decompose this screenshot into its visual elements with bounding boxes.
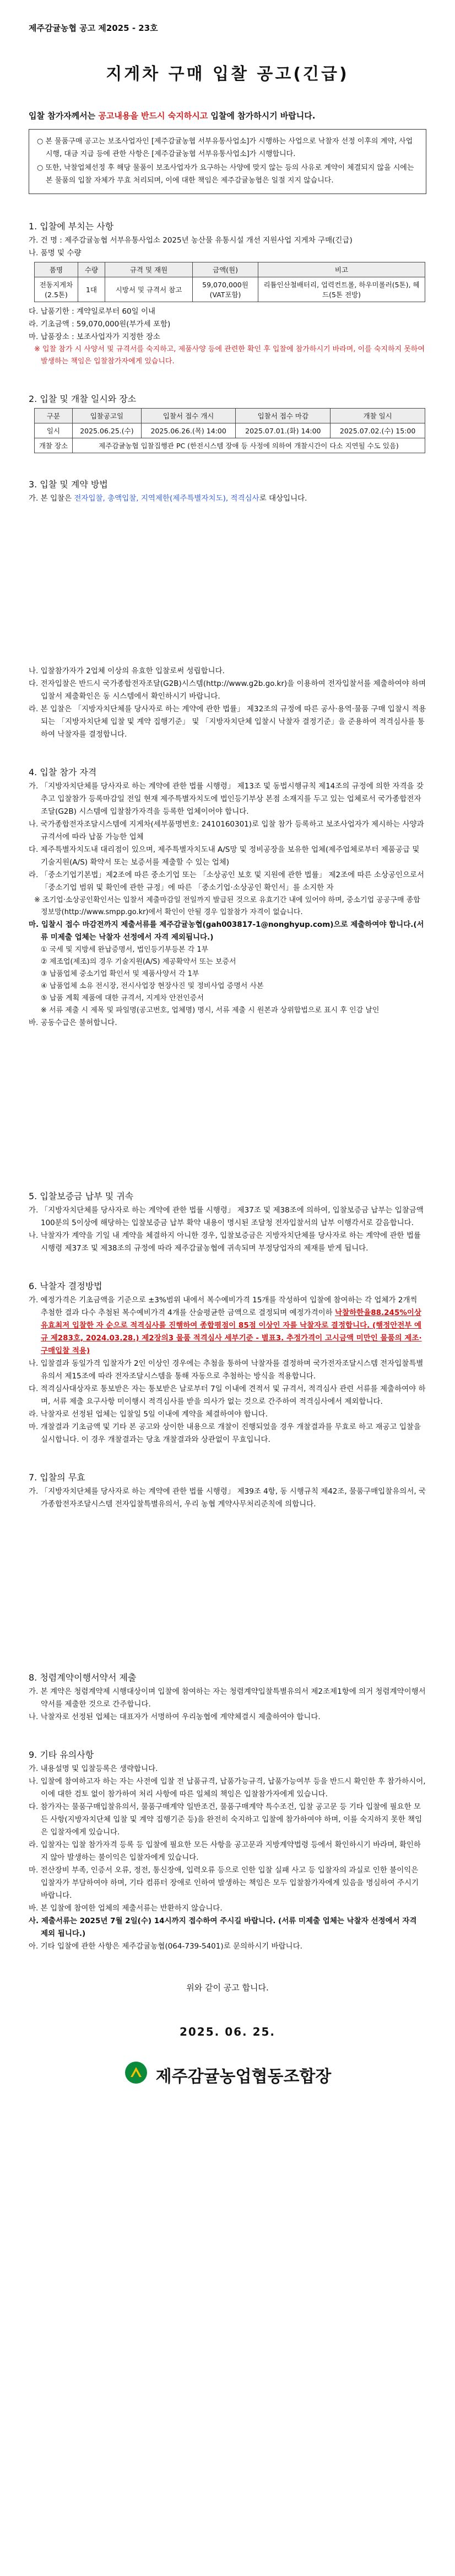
table-header: 금액(원) (193, 262, 258, 277)
sec6-item: 다. 적격심사대상자로 통보받은 자는 통보받은 날로부터 7일 이내에 견적서 및 규격서, 적격심사 관련 서류를 제출하여야 하며, 서류 제출 요구사항 미이행시 적격심사를 받을 의사가 없는 것으로 간주하여 적격심사에서 제외합니다. (29, 1384, 426, 1406)
table-row (35, 423, 425, 438)
sec5-item: 가. 「지방자치단체를 당사자로 하는 계약에 관한 법률 시행령」 제37조 및 제38조에 의하여, 입찰보증금 납부는 입찰금액 100분의 5이상에 해당하는 입찰보증금 납부 확약 내용이 명시된 조달청 전자입찰서의 납부 이행각서로 갈음합니다. (29, 1206, 424, 1227)
sec3-item: 다. 전자입찰은 반드시 국가종합전자조달(G2B)시스템(http://www.g2b.go.kr)을 이용하여 전자입찰서를 제출하여야 하며 입찰서 제출확인은 동 시스템에서 확인하시기 바랍니다. (29, 679, 426, 701)
schedule-table (34, 408, 425, 453)
section-3-title: 3. 입찰 및 계약 방법 (29, 479, 108, 490)
section-6-title: 6. 낙찰자 결정방법 (29, 1281, 102, 1291)
notice-number: 제주감귤농협 공고 제2025 - 23호 (29, 23, 158, 33)
sec4-sub: ① 국세 및 지방세 완납증명서, 법인등기부등본 각 1부 (41, 946, 209, 954)
sec8-item: 나. 낙찰자로 선정된 업체는 대표자가 서명하여 우리농협에 계약체결시 제출하여야 합니다. (29, 1713, 321, 1721)
lead-text (29, 110, 426, 121)
table-cell: 2025.06.26.(목) 14:00 (141, 423, 236, 438)
section-8-title: 8. 청렴계약이행서약서 제출 (29, 1672, 137, 1683)
sec4-item: 라. 「중소기업기본법」제2조에 따른 중소기업 또는 「소상공인 보호 및 지원에 관한 법률」 제2조에 따른 소상공인으로서 「중소기업 범위 및 확인에 관한 규정」에 따른 「중소기업·소상공인 확인서」를 소지한 자 (29, 871, 425, 892)
nonghyup-logo-icon (124, 2060, 148, 2089)
issuer-block (29, 2060, 426, 2089)
sec4-item: 가. 「지방자치단체를 당사자로 하는 계약에 관한 법률 시행령」 제13조 및 동법시행규칙 제14조의 규정에 의한 자격을 갖추고 입찰참가 등록마감일 전일 현재 제주특별자치도에 법인등기부상 본점 소재지를 두고 있는 업체로서 국가종합전자조달(G2B) 시스템에 입찰참가자격을 등록한 업체이어야 합니다. (29, 782, 424, 816)
notice-date: 2025. 06. 25. (179, 2025, 276, 2038)
sec9-item: 바. 본 입찰에 참여한 업체의 제출서류는 반환하지 않습니다. (29, 1904, 223, 1913)
sec1-spec-head: 나. 품명 및 수량 (29, 249, 82, 257)
sec4-sub: ④ 납품업체 소유 전시장, 전시사업장 현장사진 및 정비사업 증명서 사본 (41, 982, 264, 990)
table-header: 구분 (35, 409, 73, 423)
intro-box (29, 129, 426, 194)
sec6-plain: 가. 예정가격은 기초금액을 기준으로 ±3%범위 내에서 복수예비가격 15개를 작성하여 입찰에 참여하는 각 업체가 2개씩 추첨한 결과 다수 추첨된 복수예비가격 4개를 산술평균한 금액으로 결정되며 예정가격이하 (29, 1296, 418, 1317)
table-cell: 2025.06.25.(수) (73, 423, 142, 438)
table-cell: 59,070,000원 (VAT포함) (193, 277, 258, 302)
sec9-item: 나. 입찰에 참여하고자 하는 자는 사전에 입찰 전 납품규격, 납품가능규격, 납품가능여부 등을 반드시 확인한 후 참가하시어, 이에 대한 검토 없이 참가하여 처리 사항에 따른 일체의 책임은 입찰참가자에게 있습니다. (29, 1777, 426, 1799)
table-cell: 일시 (35, 423, 73, 438)
sec4-last: 바. 공동수급은 불허합니다. (29, 1018, 117, 1027)
sec4-item: 나. 국가종합전자조달시스템에 지게차(세부품명번호: 2410160301)로 입찰 참가 등록하고 보조사업자가 제시하는 사양과 규격서에 따라 납품 가능한 업체 (29, 820, 424, 841)
table-cell: 2025.07.02.(수) 15:00 (331, 423, 425, 438)
sec1-item: 라. 기초금액 : 59,070,000원(부가세 포함) (29, 320, 171, 329)
sec3-highlight: 전자입찰, 총액입찰, 지역제한(제주특별자치도), 적격심사 (74, 494, 259, 503)
sec1-item: 다. 납품기한 : 계약일로부터 60일 이내 (29, 307, 156, 316)
notice-title: 지게차 구매 입찰 공고(긴급) (106, 65, 349, 84)
sec6-item: 마. 개찰결과 기초금액 및 기타 본 공고와 상이한 내용으로 개찰이 진행되었을 경우 개찰결과를 무효로 하고 재공고 입찰을 실시합니다. 이 경우 개찰결과는 당초 개찰결과와 상관없이 무효입니다. (29, 1423, 421, 1444)
issuer-name: 제주감귤농업협동조합장 (155, 2067, 332, 2086)
sec4-note: ※ 조기업·소상공인확인서는 입찰서 제출마감일 전일까지 발급된 것으로 유효기간 내에 있어야 하며, 중소기업 공공구매 종합정보망(http://www.smpp.go.kr)에서 확인이 안될 경우 입찰참가 자격이 없습니다. (34, 896, 420, 916)
sec9-item: 마. 전산장비 부족, 인증서 오류, 정전, 통신장애, 입력오류 등으로 인한 입찰 실패 사고 등 입찰자의 과실로 인한 불이익은 입찰자가 부담하여야 하며, 기타 컴퓨터 장애로 인하여 발생하는 책임은 모두 입찰참가자에게 있음을 명심하여 주시기 바랍니다. (29, 1866, 419, 1900)
lead-plain: 입찰 참가자께서는 (29, 111, 99, 121)
table-header: 규격 및 재원 (105, 262, 193, 277)
table-header: 입찰공고일 (73, 409, 142, 423)
sec7-item: 가. 「지방자치단체를 당사자로 하는 계약에 관한 법률 시행령」 제39조 4항, 동 시행규칙 제42조, 물품구매입찰유의서, 국가종합전자조달시스템 전자입찰특별유의서, 우리 농협 계약사무처리준칙에 의합니다. (29, 1487, 426, 1509)
table-cell: 전동지게차 (2.5톤) (35, 277, 78, 302)
sec4-sub: ② 제조업(제조)의 경우 기술지원(A/S) 제공확약서 또는 보증서 (41, 958, 236, 966)
table-cell: 개찰 장소 (35, 438, 73, 453)
sec5-item: 나. 낙찰자가 계약을 기일 내 계약을 체결하지 아니한 경우, 입찰보증금은 지방자치단체를 당사자로 하는 계약에 관한 법률 시행령 제37조 및 제38조의 규정에 따라 제주감귤농협에 귀속되며 부정당업자의 제재를 받게 됩니다. (29, 1231, 421, 1253)
sec3-item-ga (29, 492, 426, 505)
table-row (35, 277, 425, 302)
section-1-title: 1. 입찰에 부치는 사항 (29, 221, 114, 232)
sec6-item: 나. 입찰결과 동일가격 입찰자가 2인 이상인 경우에는 추첨을 통하여 낙찰자를 결정하며 국가전자조달시스템 전자입찰특별유의서 제15조에 따라 전자조달시스템을 통해 자동으로 추첨하는 방식을 적용합니다. (29, 1359, 424, 1381)
table-cell: 2025.07.01.(화) 14:00 (236, 423, 331, 438)
sec3-plain: 가. 본 입찰은 (29, 494, 74, 503)
sec9-red-item: 사. 제출서류는 2025년 7월 2일(수) 14시까지 접수하여 주시길 바랍니다. (서류 미제출 업체는 낙찰자 선정에서 자격 제외 됩니다.) (29, 1917, 417, 1938)
table-cell: 제주감귤농협 입찰집행관 PC (한전시스템 장애 등 사정에 의하여 개찰시간이 다소 지연될 수도 있음) (73, 438, 425, 453)
table-header-row (35, 262, 425, 277)
table-header: 개찰 일시 (331, 409, 425, 423)
sec4-sub: ⑤ 납품 계획 제품에 대한 규격서, 지게차 안전인증서 (41, 994, 204, 1002)
table-header: 입찰서 접수 마감 (236, 409, 331, 423)
lead-highlight: 공고내용을 반드시 숙지하시고 (98, 111, 208, 121)
table-header-row (35, 409, 425, 423)
sec1-subject: 가. 건 명 : 제주감귤농협 서부유통사업소 2025년 농산물 유통시설 개선 지원사업 지게차 구매(긴급) (29, 236, 353, 245)
table-row (35, 438, 425, 453)
sec9-last: 아. 기타 입찰에 관한 사항은 제주감귤농협(064-739-5401)로 문의하시기 바랍니다. (29, 1942, 302, 1951)
sec1-item: 마. 납품장소 : 보조사업자가 지정한 장소 (29, 332, 160, 341)
sec8-item: 가. 본 계약은 청렴계약제 시행대상이며 입찰에 참여하는 자는 청렴계약입찰특별유의서 제2조제1항에 의거 청렴계약이행서약서를 제출한 것으로 간주합니다. (29, 1687, 426, 1709)
sec1-note: ※ 입찰 참가 시 사양서 및 규격서를 숙지하고, 제품사양 등에 관련한 확인 후 입찰에 참가하시기 바라며, 이를 숙지하지 못하여 발생하는 책임은 입찰참가자에게 있습니다. (34, 345, 425, 366)
sec3-item: 나. 입찰참가자가 2업체 이상의 유효한 입찰로써 성립합니다. (29, 667, 225, 675)
sec4-item: 다. 제주특별자치도내 대리점이 있으며, 제주특별자치도내 A/S망 및 정비공장을 보유한 업체(제주업체로부터 제품공급 및 기술지원(A/S) 확약서 또는 보증서를 제출할 수 있는 업체) (29, 845, 420, 867)
table-cell: 시방서 및 규격서 참고 (105, 277, 193, 302)
closing-text: 위와 같이 공고 합니다. (186, 1983, 269, 1993)
section-4-title: 4. 입찰 참가 자격 (29, 767, 97, 777)
table-cell: 리튬인산철배터리, 업력컨트롤, 하우미롤러(5톤), 헤드(5톤 전방) (258, 277, 425, 302)
section-7-title: 7. 입찰의 무효 (29, 1472, 85, 1483)
table-header: 수량 (78, 262, 105, 277)
table-header: 비고 (258, 262, 425, 277)
section-5-title: 5. 입찰보증금 납부 및 귀속 (29, 1191, 134, 1201)
table-header: 품명 (35, 262, 78, 277)
sec4-red-item: 마. 입찰시 접수 마감전까지 제출서류를 제주감귤농협(gah003817-1@nonghyup.com)으로 제출하여야 합니다.(서류 미제출 업체는 낙찰자 선정에서 자격 제외됩니다.) (29, 920, 424, 942)
sec9-item: 가. 내용설명 및 입찰등록은 생략합니다. (29, 1764, 158, 1773)
sec6-item: 라. 낙찰자로 선정된 업체는 입찰일 5일 이내에 계약을 체결하여야 합니다. (29, 1410, 268, 1419)
section-9-title: 9. 기타 유의사항 (29, 1749, 94, 1760)
section-2-title: 2. 입찰 및 개찰 일시와 장소 (29, 394, 137, 404)
table-cell: 1대 (78, 277, 105, 302)
sec9-item: 라. 입찰자는 입찰 참가자격 등록 등 입찰에 필요한 모든 사항을 공고문과 지방계약법령 등에서 확인하시기 바라며, 확인하지 않아 발생하는 불이익은 입찰자에게 있습니다. (29, 1840, 421, 1862)
sec4-sub: ③ 납품업체 중소기업 확인서 및 제품사양서 각 1부 (41, 970, 199, 978)
sec9-item: 다. 참가자는 물품구매입찰유의서, 물품구매계약 일반조건, 물품구매계약 특수조건, 입찰 공고문 등 기타 입찰에 필요한 모든 사항(지방자치단체 입찰 및 계약 집행기준 등)을 완전히 숙지하고 입찰에 참가하여야 하며, 이를 숙지하지 못한 책임은 입찰자에게 있습니다. (29, 1802, 422, 1837)
table-header: 입찰서 접수 개시 (141, 409, 236, 423)
item-table (34, 262, 425, 302)
sec6-item-ga (29, 1294, 426, 1357)
intro-line: ○ 본 물품구매 공고는 보조사업자인 [제주감귤농협 서부유통사업소]가 시행하는 사업으로 낙찰자 선정 이후의 계약, 사업 시행, 대금 지급 등에 관한 사항은 [제주감귤농협 서부유통사업소]가 시행합니다. (37, 137, 413, 158)
sec6-highlight: 낙찰하한율88.245%이상 유효최저 입찰한 자 순으로 적격심사를 진행하여 종합평점이 85점 이상인 자를 낙찰자로 결정합니다. (행정안전부 예규 제283호, 2024.03.28.) 제2장의3 물품 적격심사 세부기준 - 별표3. 추정가격이 고시금액 미만인 물품의 제조·구매입찰 적용) (41, 1308, 422, 1355)
sec4-sub: ※ 서류 제출 시 제목 및 파일명(공고번호, 업체명) 명시, 서류 제출 시 원본과 상위합법으로 표시 후 인감 날인 (41, 1006, 380, 1015)
sec3-item: 라. 본 입찰은 「지방자치단체를 당사자로 하는 계약에 관한 법률」 제32조의 규정에 따른 공사·용역·물품 구매 입찰시 적용되는 「지방자치단체 입찰 및 계약 집행기준」 및 「지방자치단체 입찰시 낙찰자 결정기준」을 준용하여 적격심사를 통하여 낙찰자를 결정합니다. (29, 705, 426, 739)
intro-line: ○ 또한, 낙찰업체선정 후 해당 물품이 보조사업자가 요구하는 사양에 맞지 않는 등의 사유로 계약이 체결되지 않을 시에는 본 물품의 입찰 자체가 무효 처리되며, 이에 대한 책임은 제주감귤농협은 일절 지지 않습니다. (37, 164, 414, 185)
sec3-tail: 로 대상입니다. (259, 494, 307, 503)
lead-tail: 입찰에 참가하시기 바랍니다. (208, 111, 316, 121)
